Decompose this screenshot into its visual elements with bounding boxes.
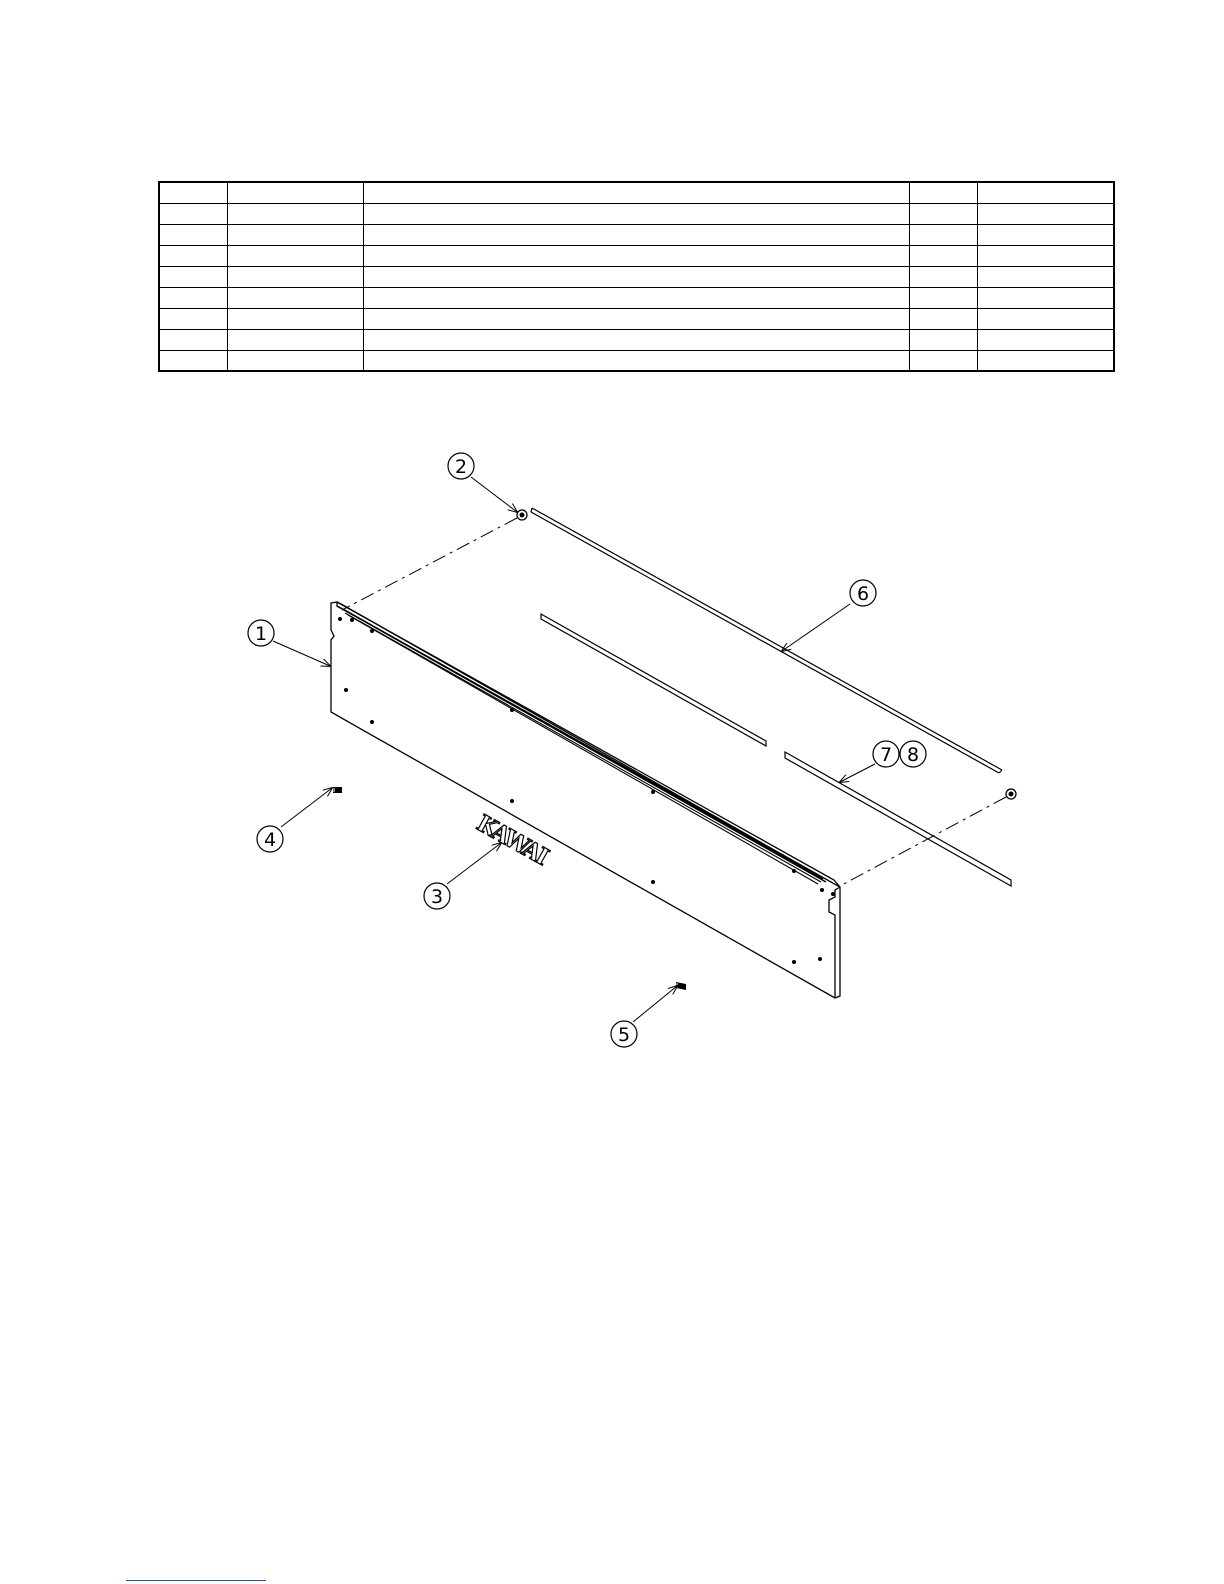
connector-knob-top <box>517 510 527 520</box>
leader-arrow-5 <box>633 986 677 1022</box>
callout-5 <box>611 1021 637 1047</box>
callout-4 <box>257 826 283 852</box>
callout-8 <box>900 741 926 767</box>
leader-arrow-1 <box>273 641 330 666</box>
felt-strip-lower <box>785 752 1011 886</box>
callout-7 <box>873 741 899 767</box>
callout-7-label: 7 <box>879 744 893 766</box>
callout-3-label: 3 <box>430 886 444 908</box>
callout-5-label: 5 <box>617 1024 631 1046</box>
leader-arrow-2 <box>471 477 517 512</box>
callout-4-label: 4 <box>263 829 277 851</box>
footer-link-underline[interactable] <box>126 1580 266 1581</box>
brand-logo-text: KAWAI <box>472 809 554 872</box>
felt-strip-upper <box>541 614 766 746</box>
front-board-panel <box>331 602 840 998</box>
callout-6 <box>850 580 876 606</box>
callout-2-label: 2 <box>454 456 468 478</box>
callout-8-label: 8 <box>906 744 920 766</box>
leader-arrow-6 <box>782 604 850 651</box>
clip-part-4 <box>333 787 342 793</box>
leader-arrow-3 <box>447 843 501 884</box>
callout-1-label: 1 <box>254 623 268 645</box>
leader-arrow-7 <box>840 764 875 782</box>
leader-arrow-4 <box>281 788 332 827</box>
clip-part-5 <box>676 982 686 990</box>
rear-rod <box>531 508 1002 773</box>
callout-2 <box>448 453 474 479</box>
connector-knob-right <box>1006 789 1016 799</box>
callout-6-label: 6 <box>856 583 870 605</box>
callout-1 <box>248 620 274 646</box>
callout-3 <box>424 883 450 909</box>
